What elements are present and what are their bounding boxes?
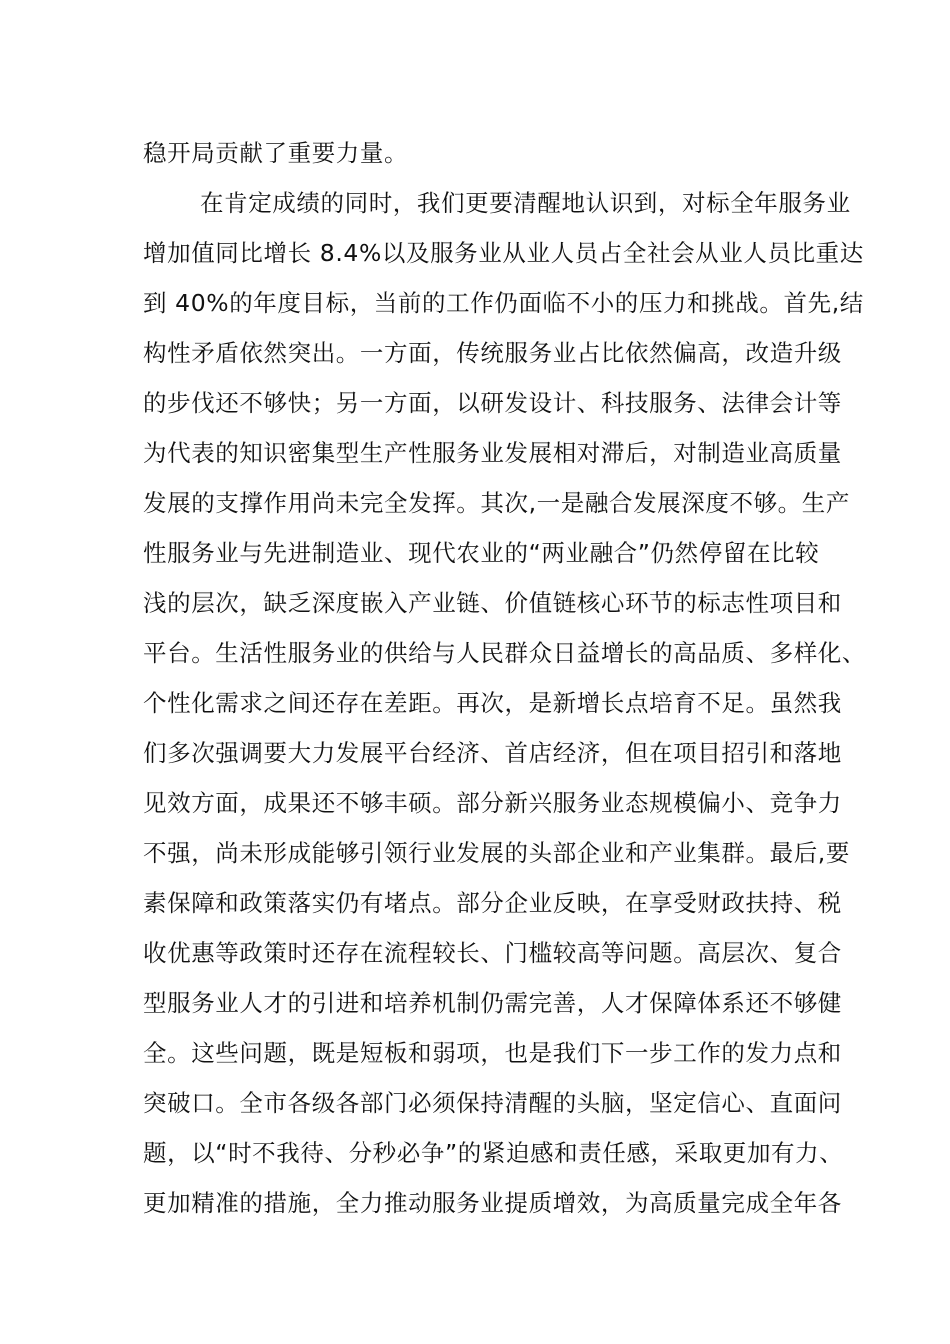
paragraph-line: 全。这些问题，既是短板和弱项，也是我们下一步工作的发力点和 (143, 1039, 842, 1067)
paragraph-line: 更加精准的措施，全力推动服务业提质增效，为高质量完成全年各 (143, 1189, 842, 1217)
paragraph-line: 浅的层次，缺乏深度嵌入产业链、价值链核心环节的标志性项目和 (143, 589, 842, 617)
paragraph-line: 为代表的知识密集型生产性服务业发展相对滞后，对制造业高质量 (143, 439, 842, 467)
paragraph-line: 不强，尚未形成能够引领行业发展的头部企业和产业集群。最后,要 (143, 839, 850, 867)
paragraph-line: 素保障和政策落实仍有堵点。部分企业反映，在享受财政扶持、税 (143, 889, 842, 917)
paragraph-line: 突破口。全市各级各部门必须保持清醒的头脑，坚定信心、直面问 (143, 1089, 842, 1117)
paragraph-line: 见效方面，成果还不够丰硕。部分新兴服务业态规模偏小、竞争力 (143, 789, 842, 817)
paragraph-line: 题，以“时不我待、分秒必争”的紧迫感和责任感，采取更加有力、 (143, 1139, 844, 1167)
paragraph-line: 到 40%的年度目标，当前的工作仍面临不小的压力和挑战。首先,结 (143, 289, 864, 317)
paragraph-line: 们多次强调要大力发展平台经济、首店经济，但在项目招引和落地 (143, 739, 842, 767)
paragraph-line: 稳开局贡献了重要力量。 (143, 139, 409, 167)
paragraph-line: 收优惠等政策时还存在流程较长、门槛较高等问题。高层次、复合 (143, 939, 842, 967)
paragraph-line: 性服务业与先进制造业、现代农业的“两业融合”仍然停留在比较 (143, 539, 820, 567)
paragraph-line: 个性化需求之间还存在差距。再次，是新增长点培育不足。虽然我 (143, 689, 842, 717)
paragraph-line: 平台。生活性服务业的供给与人民群众日益增长的高品质、多样化、 (143, 639, 866, 667)
paragraph-line: 型服务业人才的引进和培养机制仍需完善，人才保障体系还不够健 (143, 989, 842, 1017)
paragraph-line: 增加值同比增长 8.4%以及服务业从业人员占全社会从业人员比重达 (143, 239, 864, 267)
paragraph-line: 在肯定成绩的同时，我们更要清醒地认识到，对标全年服务业 (200, 189, 851, 217)
paragraph-line: 发展的支撑作用尚未完全发挥。其次,一是融合发展深度不够。生产 (143, 489, 850, 517)
paragraph-line: 构性矛盾依然突出。一方面，传统服务业占比依然偏高，改造升级 (143, 339, 842, 367)
paragraph-line: 的步伐还不够快；另一方面，以研发设计、科技服务、法律会计等 (143, 389, 842, 417)
